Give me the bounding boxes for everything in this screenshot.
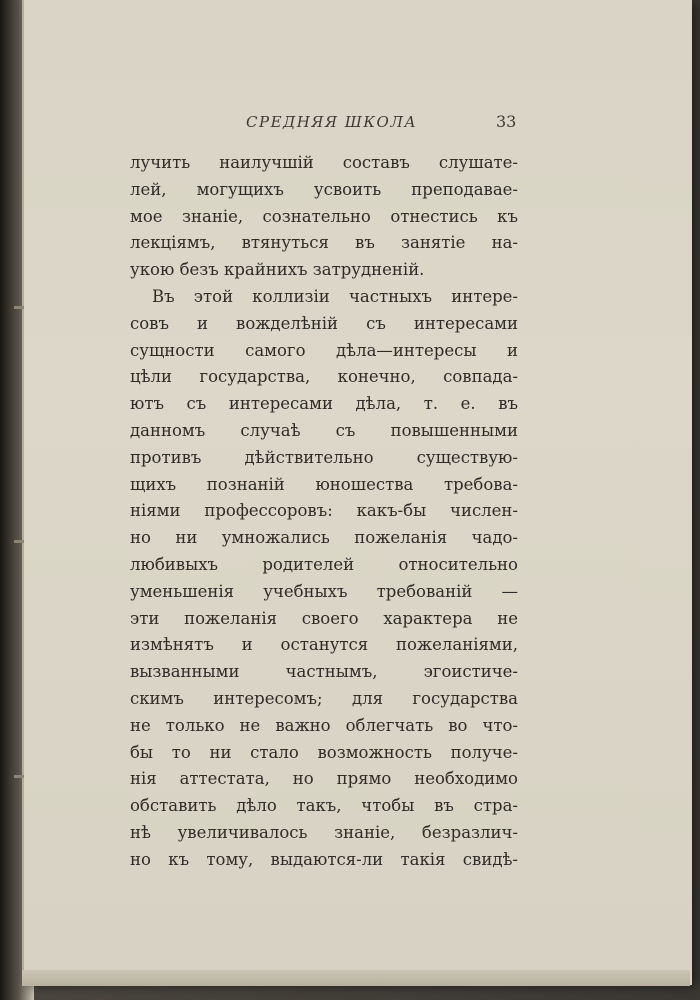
page-bottom-edge: [22, 970, 690, 986]
text-line: лей, могущихъ усвоить преподавае-: [130, 179, 518, 199]
text-line: обставить дѣло такъ, чтобы въ стра-: [130, 796, 518, 816]
text-line: бы то ни стало возможность получе-: [130, 742, 518, 762]
text-line: нія аттестата, но прямо необходимо: [130, 769, 518, 789]
text-line: данномъ случаѣ съ повышенными: [130, 420, 518, 440]
text-line: эти пожеланія своего характера не: [130, 608, 518, 628]
text-line: мое знаніе, сознательно отнестись къ: [130, 206, 518, 226]
text-line: сущности самого дѣла—интересы и: [130, 340, 518, 360]
text-line: любивыхъ родителей относительно: [130, 554, 518, 574]
binding-stitch-mark: [14, 775, 24, 778]
text-line: но ни умножались пожеланія чадо-: [130, 528, 518, 548]
text-line: укою безъ крайнихъ затрудненій.: [130, 260, 425, 280]
text-line: скимъ интересомъ; для государства: [130, 688, 518, 708]
body-text: [130, 150, 518, 874]
text-line: ніями профессоровъ: какъ-бы числен-: [130, 501, 518, 521]
text-line: щихъ познаній юношества требова-: [130, 474, 518, 494]
text-line: лекціямъ, втянуться въ занятіе на-: [130, 233, 518, 253]
text-line: противъ дѣйствительно существую-: [130, 447, 518, 467]
binding-stitch-mark: [14, 540, 24, 543]
text-line: но къ тому, выдаются-ли такія свидѣ-: [130, 849, 518, 869]
text-line: измѣнятъ и останутся пожеланіями,: [130, 635, 518, 655]
page-number: 33: [496, 112, 517, 131]
running-head: СРЕДНЯЯ ШКОЛА: [246, 113, 418, 131]
text-line: не только не важно облегчать во что-: [130, 715, 518, 735]
text-line: Въ этой коллизіи частныхъ интере-: [152, 286, 518, 306]
text-line: лучить наилучшій составъ слушате-: [130, 153, 518, 172]
text-line: цѣли государства, конечно, совпада-: [130, 367, 518, 387]
text-line: нѣ увеличивалось знаніе, безразлич-: [130, 822, 518, 842]
text-line: ютъ съ интересами дѣла, т. е. въ: [130, 394, 518, 414]
text-line: уменьшенія учебныхъ требованій —: [130, 581, 518, 601]
text-line: совъ и вожделѣній съ интересами: [130, 313, 518, 333]
binding-stitch-mark: [14, 306, 24, 309]
text-line: вызванными частнымъ, эгоистиче-: [130, 662, 518, 682]
